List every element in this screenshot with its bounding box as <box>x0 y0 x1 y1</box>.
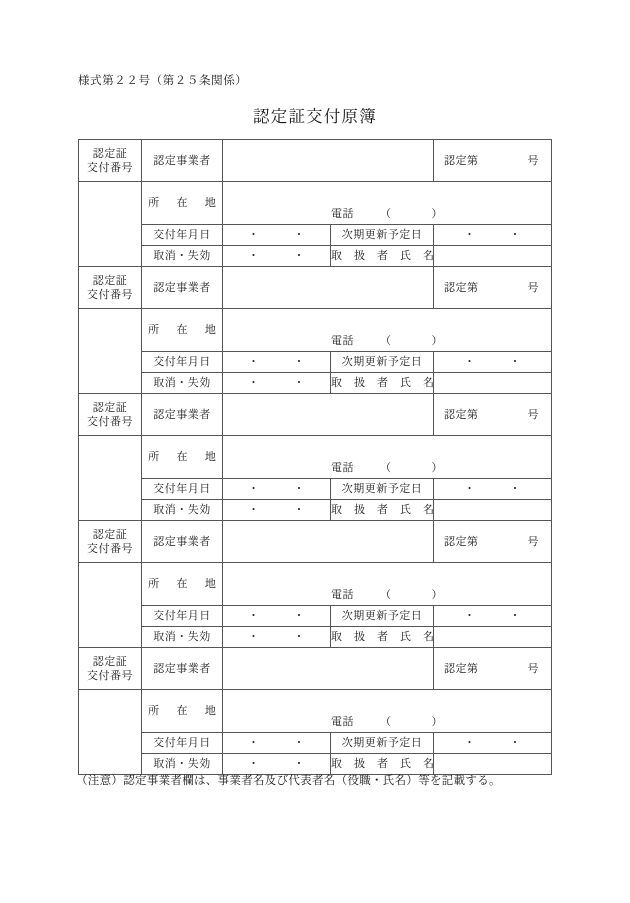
ledger-block-header-row <box>79 140 552 182</box>
business-name-value-cell[interactable] <box>223 521 434 563</box>
ledger-block-address-row <box>79 690 552 733</box>
cancel-expire-value-cell[interactable] <box>223 627 331 648</box>
cancel-expire-dot-2: ・ <box>293 630 305 644</box>
certificate-issuance-ledger-table <box>78 139 552 775</box>
cancel-expire-label-cell <box>142 627 223 648</box>
handler-name-label: 取 扱 者 氏 名 <box>331 757 435 771</box>
cert-no-suffix: 号 <box>527 534 539 548</box>
ledger-block-address-row <box>79 182 552 225</box>
handler-name-label-cell <box>331 500 434 521</box>
telephone-label: 電話 <box>331 588 354 602</box>
location-label-cell <box>142 182 223 225</box>
handler-name-label: 取 扱 者 氏 名 <box>331 630 435 644</box>
certified-business-label-cell <box>142 394 223 436</box>
handler-name-label-cell <box>331 373 434 394</box>
issue-date-dot-1: ・ <box>248 482 260 496</box>
cert-number-label-line1: 認定証 <box>92 654 128 668</box>
cert-number-label-line2: 交付番号 <box>87 414 133 428</box>
cancel-expire-label: 取消・失効 <box>153 503 211 517</box>
handler-name-label: 取 扱 者 氏 名 <box>331 376 435 390</box>
telephone-paren-open: （ <box>380 334 392 348</box>
next-renewal-dot-2: ・ <box>509 355 521 369</box>
address-inner <box>223 309 551 351</box>
location-label: 所 在 地 <box>148 323 220 337</box>
telephone-line <box>223 588 551 602</box>
issue-date-value-cell[interactable] <box>223 479 331 500</box>
issue-date-label: 交付年月日 <box>153 355 211 369</box>
next-renewal-date-value-cell[interactable] <box>434 225 552 246</box>
location-label-cell <box>142 690 223 733</box>
cert-number-label-cell <box>79 140 142 182</box>
certified-business-label: 認定事業者 <box>153 534 211 548</box>
handler-name-value-cell[interactable] <box>434 627 552 648</box>
next-renewal-date-value-cell[interactable] <box>434 733 552 754</box>
address-inner <box>223 436 551 478</box>
telephone-paren-close: ） <box>431 715 443 729</box>
cert-number-value-cell[interactable] <box>79 309 142 394</box>
next-renewal-date-label: 次期更新予定日 <box>341 355 423 369</box>
cancel-expire-dot-1: ・ <box>248 503 260 517</box>
cert-number-label-cell <box>79 394 142 436</box>
cancel-expire-label: 取消・失効 <box>153 376 211 390</box>
cancel-expire-dot-2: ・ <box>293 757 305 771</box>
cert-number-label-cell <box>79 267 142 309</box>
ledger-body <box>79 140 552 775</box>
handler-name-value-cell[interactable] <box>434 373 552 394</box>
address-value-cell[interactable] <box>223 182 552 225</box>
cancel-expire-dot-1: ・ <box>248 249 260 263</box>
telephone-paren-close: ） <box>431 461 443 475</box>
telephone-label: 電話 <box>331 715 354 729</box>
issue-date-dot-1: ・ <box>248 609 260 623</box>
next-renewal-date-label: 次期更新予定日 <box>341 228 423 242</box>
telephone-line <box>223 334 551 348</box>
issue-date-dot-1: ・ <box>248 355 260 369</box>
cert-number-value-cell[interactable] <box>79 690 142 775</box>
next-renewal-date-label-cell <box>331 606 434 627</box>
ledger-block-address-row <box>79 309 552 352</box>
location-label-cell <box>142 436 223 479</box>
cancel-expire-dot-2: ・ <box>293 249 305 263</box>
next-renewal-date-label-cell <box>331 479 434 500</box>
next-renewal-date-label: 次期更新予定日 <box>341 736 423 750</box>
cert-number-value-cell[interactable] <box>79 436 142 521</box>
next-renewal-dot-2: ・ <box>509 609 521 623</box>
telephone-paren-open: （ <box>380 715 392 729</box>
next-renewal-dot-1: ・ <box>464 609 476 623</box>
issue-date-dot-1: ・ <box>248 736 260 750</box>
ledger-block-cancel-row <box>79 500 552 521</box>
ledger-block-issue-date-row <box>79 733 552 754</box>
ledger-block-issue-date-row <box>79 352 552 373</box>
issue-date-dot-2: ・ <box>293 228 305 242</box>
issue-date-value-cell[interactable] <box>223 225 331 246</box>
next-renewal-date-label: 次期更新予定日 <box>341 609 423 623</box>
address-inner <box>223 182 551 224</box>
next-renewal-dot-2: ・ <box>509 482 521 496</box>
issue-date-dot-2: ・ <box>293 736 305 750</box>
next-renewal-date-value-cell[interactable] <box>434 606 552 627</box>
next-renewal-dot-1: ・ <box>464 355 476 369</box>
certified-business-label: 認定事業者 <box>153 153 211 167</box>
cert-number-label-line2: 交付番号 <box>87 287 133 301</box>
location-label: 所 在 地 <box>148 704 220 718</box>
issue-date-label-cell <box>142 733 223 754</box>
issue-date-label-cell <box>142 479 223 500</box>
telephone-label: 電話 <box>331 334 354 348</box>
cert-no-suffix: 号 <box>527 153 539 167</box>
cancel-expire-label-cell <box>142 246 223 267</box>
next-renewal-dot-1: ・ <box>464 482 476 496</box>
cert-no-cell[interactable] <box>434 267 552 309</box>
cert-no-prefix: 認定第 <box>444 280 479 294</box>
cert-number-label-line2: 交付番号 <box>87 160 133 174</box>
cancel-expire-label: 取消・失効 <box>153 757 211 771</box>
issue-date-dot-2: ・ <box>293 355 305 369</box>
address-inner <box>223 563 551 605</box>
next-renewal-dot-2: ・ <box>509 736 521 750</box>
certified-business-label-cell <box>142 267 223 309</box>
address-value-cell[interactable] <box>223 563 552 606</box>
address-inner <box>223 690 551 732</box>
issue-date-label: 交付年月日 <box>153 482 211 496</box>
certified-business-label-cell <box>142 140 223 182</box>
next-renewal-date-label: 次期更新予定日 <box>341 482 423 496</box>
next-renewal-date-label-cell <box>331 733 434 754</box>
cancel-expire-label: 取消・失効 <box>153 249 211 263</box>
cancel-expire-label-cell <box>142 500 223 521</box>
issue-date-value-cell[interactable] <box>223 352 331 373</box>
cert-no-cell[interactable] <box>434 140 552 182</box>
cert-no-cell[interactable] <box>434 648 552 690</box>
certified-business-label: 認定事業者 <box>153 407 211 421</box>
cancel-expire-dot-2: ・ <box>293 503 305 517</box>
business-name-value-cell[interactable] <box>223 648 434 690</box>
issue-date-dot-2: ・ <box>293 609 305 623</box>
ledger-block-address-row <box>79 563 552 606</box>
telephone-paren-close: ） <box>431 588 443 602</box>
ledger-block-header-row <box>79 267 552 309</box>
cancel-expire-value-cell[interactable] <box>223 500 331 521</box>
cert-number-label-line1: 認定証 <box>92 146 128 160</box>
cert-no-suffix: 号 <box>527 280 539 294</box>
telephone-line <box>223 461 551 475</box>
next-renewal-dot-1: ・ <box>464 736 476 750</box>
location-label-cell <box>142 309 223 352</box>
handler-name-value-cell[interactable] <box>434 246 552 267</box>
cert-no-prefix: 認定第 <box>444 534 479 548</box>
issue-date-label-cell <box>142 352 223 373</box>
ledger-block-issue-date-row <box>79 479 552 500</box>
ledger-block-header-row <box>79 521 552 563</box>
certified-business-label-cell <box>142 521 223 563</box>
cert-no-suffix: 号 <box>527 661 539 675</box>
cert-no-prefix: 認定第 <box>444 407 479 421</box>
location-label: 所 在 地 <box>148 577 220 591</box>
ledger-block-cancel-row <box>79 246 552 267</box>
next-renewal-date-value-cell[interactable] <box>434 352 552 373</box>
telephone-paren-close: ） <box>431 207 443 221</box>
certified-business-label: 認定事業者 <box>153 661 211 675</box>
cancel-expire-label: 取消・失効 <box>153 630 211 644</box>
issue-date-label-cell <box>142 606 223 627</box>
certified-business-label: 認定事業者 <box>153 280 211 294</box>
cert-no-prefix: 認定第 <box>444 153 479 167</box>
cert-no-prefix: 認定第 <box>444 661 479 675</box>
ledger-block-header-row <box>79 394 552 436</box>
telephone-line <box>223 207 551 221</box>
issue-date-label: 交付年月日 <box>153 228 211 242</box>
ledger-block-cancel-row <box>79 373 552 394</box>
location-label-cell <box>142 563 223 606</box>
next-renewal-date-label-cell <box>331 225 434 246</box>
next-renewal-dot-1: ・ <box>464 228 476 242</box>
handler-name-label-cell <box>331 627 434 648</box>
telephone-paren-open: （ <box>380 461 392 475</box>
cert-no-suffix: 号 <box>527 407 539 421</box>
issue-date-value-cell[interactable] <box>223 733 331 754</box>
page-title: 認定証交付原簿 <box>253 107 377 126</box>
cancel-expire-dot-1: ・ <box>248 757 260 771</box>
handler-name-label: 取 扱 者 氏 名 <box>331 249 435 263</box>
cert-number-label-line1: 認定証 <box>92 273 128 287</box>
cancel-expire-dot-2: ・ <box>293 376 305 390</box>
cert-no-cell[interactable] <box>434 394 552 436</box>
next-renewal-date-value-cell[interactable] <box>434 479 552 500</box>
cert-number-label-line1: 認定証 <box>92 400 128 414</box>
location-label: 所 在 地 <box>148 450 220 464</box>
cert-number-label-line2: 交付番号 <box>87 668 133 682</box>
business-name-value-cell[interactable] <box>223 267 434 309</box>
telephone-line <box>223 715 551 729</box>
ledger-block-issue-date-row <box>79 225 552 246</box>
issue-date-dot-1: ・ <box>248 228 260 242</box>
cert-number-label-cell <box>79 648 142 690</box>
footnote: （注意）認定事業者欄は、事業者名及び代表者名（役職・氏名）等を記載する。 <box>76 773 501 787</box>
cancel-expire-label-cell <box>142 373 223 394</box>
ledger-block-issue-date-row <box>79 606 552 627</box>
cert-number-value-cell[interactable] <box>79 182 142 267</box>
telephone-paren-open: （ <box>380 588 392 602</box>
cert-number-value-cell[interactable] <box>79 563 142 648</box>
business-name-value-cell[interactable] <box>223 140 434 182</box>
issue-date-label: 交付年月日 <box>153 609 211 623</box>
issue-date-dot-2: ・ <box>293 482 305 496</box>
handler-name-label-cell <box>331 246 434 267</box>
issue-date-label: 交付年月日 <box>153 736 211 750</box>
location-label: 所 在 地 <box>148 196 220 210</box>
issue-date-value-cell[interactable] <box>223 606 331 627</box>
telephone-label: 電話 <box>331 207 354 221</box>
address-value-cell[interactable] <box>223 309 552 352</box>
telephone-paren-open: （ <box>380 207 392 221</box>
cancel-expire-dot-1: ・ <box>248 630 260 644</box>
cert-number-label-cell <box>79 521 142 563</box>
ledger-block-header-row <box>79 648 552 690</box>
form-number: 様式第２２号（第２５条関係） <box>78 73 248 87</box>
cancel-expire-value-cell[interactable] <box>223 373 331 394</box>
next-renewal-date-label-cell <box>331 352 434 373</box>
issue-date-label-cell <box>142 225 223 246</box>
next-renewal-dot-2: ・ <box>509 228 521 242</box>
cancel-expire-dot-1: ・ <box>248 376 260 390</box>
address-value-cell[interactable] <box>223 690 552 733</box>
certified-business-label-cell <box>142 648 223 690</box>
ledger-block-address-row <box>79 436 552 479</box>
telephone-paren-close: ） <box>431 334 443 348</box>
business-name-value-cell[interactable] <box>223 394 434 436</box>
handler-name-value-cell[interactable] <box>434 500 552 521</box>
cancel-expire-value-cell[interactable] <box>223 246 331 267</box>
telephone-label: 電話 <box>331 461 354 475</box>
cert-no-cell[interactable] <box>434 521 552 563</box>
cert-number-label-line2: 交付番号 <box>87 541 133 555</box>
ledger-block-cancel-row <box>79 627 552 648</box>
address-value-cell[interactable] <box>223 436 552 479</box>
handler-name-label: 取 扱 者 氏 名 <box>331 503 435 517</box>
cert-number-label-line1: 認定証 <box>92 527 128 541</box>
